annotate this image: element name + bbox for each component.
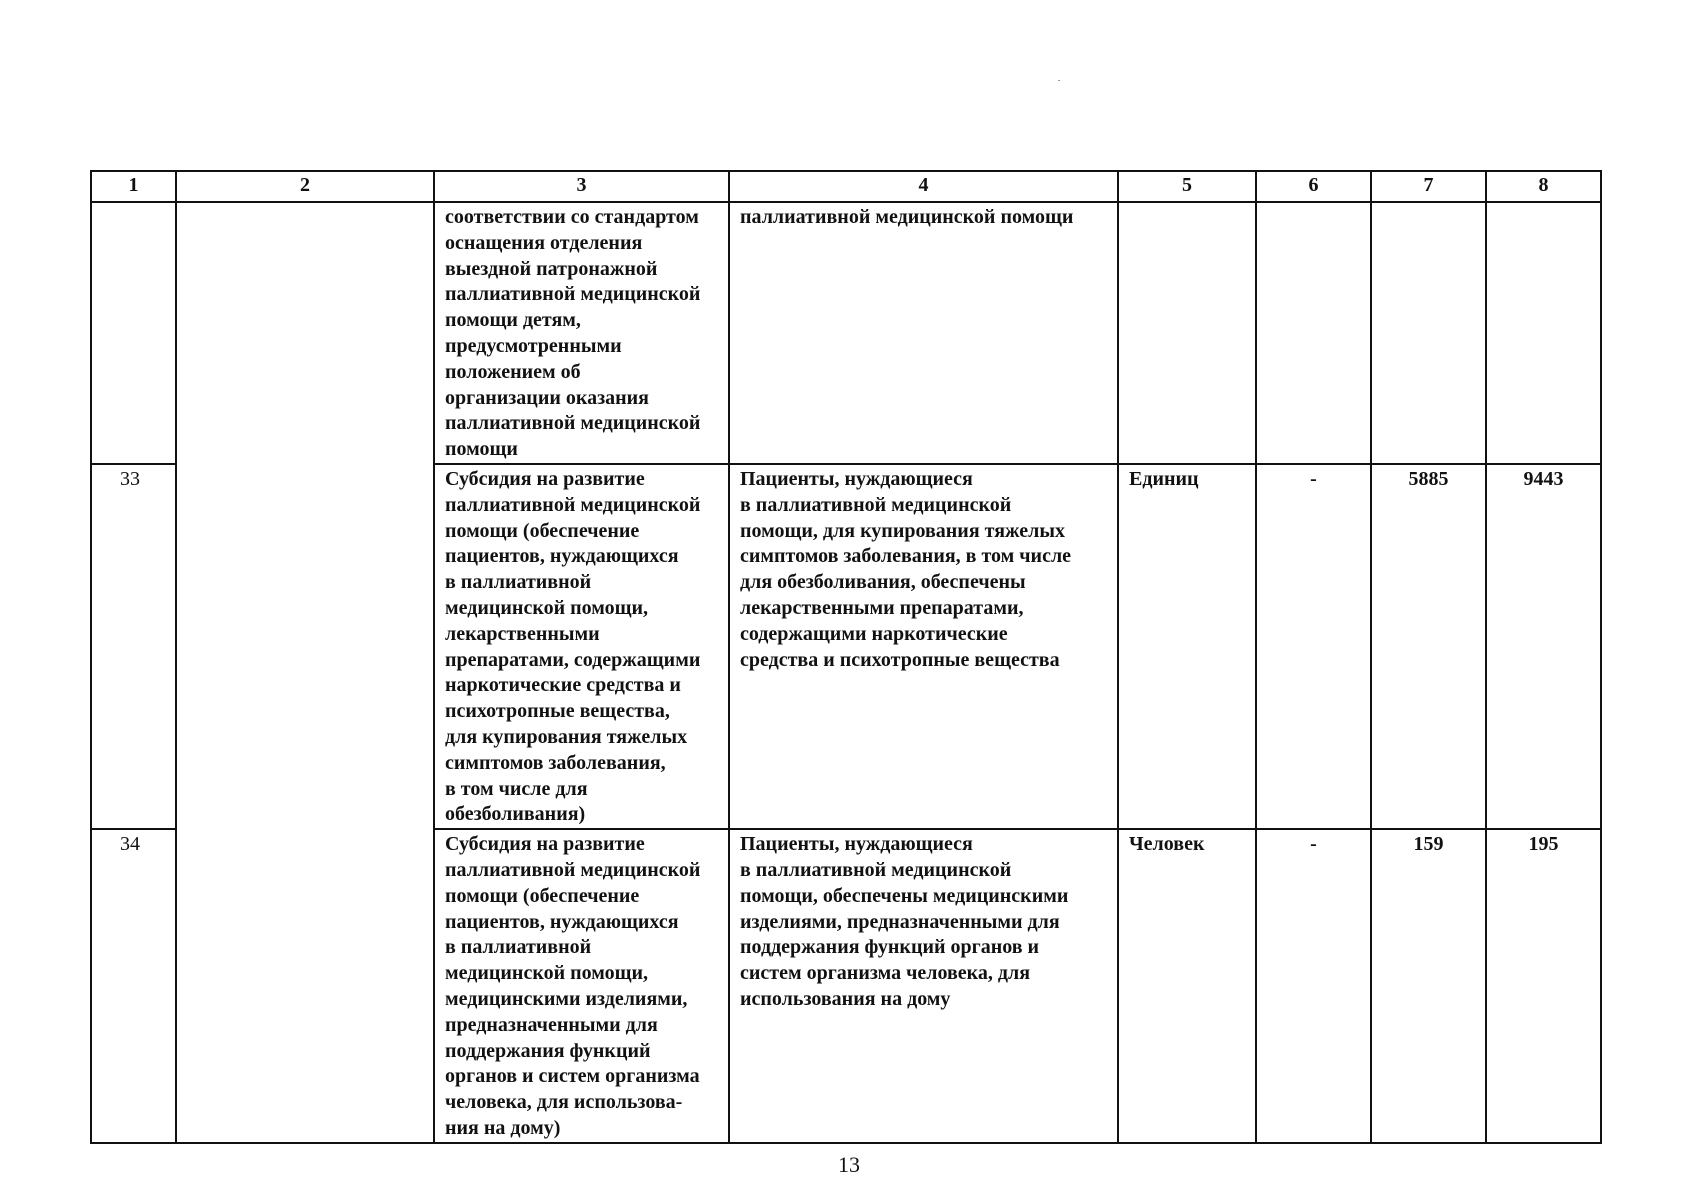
- result-description-cell: [729, 829, 1118, 1143]
- value-col7-cell: 159: [1371, 829, 1486, 1143]
- result-description: паллиативной медицинской помощи: [740, 206, 1074, 228]
- value-col6-cell: -: [1256, 464, 1371, 829]
- column-header: 1: [91, 171, 176, 202]
- table-header-row: [91, 171, 1601, 202]
- scan-speck: [1058, 80, 1060, 81]
- subsidy-description-cell: [434, 202, 729, 464]
- unit-cell: Человек: [1118, 829, 1256, 1143]
- result-description-cell: [729, 464, 1118, 829]
- row-number: 33: [91, 464, 176, 829]
- column-header: 8: [1486, 171, 1601, 202]
- value-col6-cell: -: [1256, 829, 1371, 1143]
- value-col7-cell: 5885: [1371, 464, 1486, 829]
- column-header: 2: [176, 171, 434, 202]
- result-description: Пациенты, нуждающиеся в паллиативной медицинской помощи, для купирования тяжелых симптомов заболевания, в том числе для обезболивания, обеспечены лекарственными препаратами, содержащими наркотические средства и психотропные вещества: [740, 467, 1072, 671]
- result-description: Пациенты, нуждающиеся в паллиативной медицинской помощи, обеспечены медицинскими изделиями, предназначенными для поддержания функций органов и систем организма человека, для использования на дому: [740, 833, 1069, 1010]
- result-description-cell: [729, 202, 1118, 464]
- merged-column-2-cell: [176, 202, 434, 1143]
- data-table: [90, 170, 1602, 1144]
- subsidy-description: соответствии со стандартом оснащения отделения выездной патронажной паллиативной медицинской помощи детям, предусмотренными положением об организации оказания паллиативной медицинской помощи: [445, 206, 701, 461]
- unit-cell: [1118, 202, 1256, 464]
- column-header: 5: [1118, 171, 1256, 202]
- row-number: 34: [91, 829, 176, 1143]
- value-col8-cell: [1486, 202, 1601, 464]
- subsidy-description: Субсидия на развитие паллиативной медицинской помощи (обеспечение пациентов, нуждающихся в паллиативной медицинской помощи, медицинскими изделиями, предназначенными для поддержания функций органов и систем организма человека, для использова- ния на дому): [445, 833, 701, 1139]
- column-header: 4: [729, 171, 1118, 202]
- column-header: 3: [434, 171, 729, 202]
- value-col8-cell: 9443: [1486, 464, 1601, 829]
- unit-cell: Единиц: [1118, 464, 1256, 829]
- row-number: [91, 202, 176, 464]
- page-number: 13: [838, 1152, 860, 1177]
- subsidy-description: Субсидия на развитие паллиативной медицинской помощи (обеспечение пациентов, нуждающихся в паллиативной медицинской помощи, лекарственными препаратами, содержащими наркотические средства и психотропные вещества, для купирования тяжелых симптомов заболевания, в том числе для обезболивания): [445, 467, 701, 826]
- value-col8-cell: 195: [1486, 829, 1601, 1143]
- column-header: 7: [1371, 171, 1486, 202]
- table-row: [91, 202, 1601, 464]
- subsidy-description-cell: [434, 464, 729, 829]
- value-col6-cell: [1256, 202, 1371, 464]
- subsidy-description-cell: [434, 829, 729, 1143]
- value-col7-cell: [1371, 202, 1486, 464]
- column-header: 6: [1256, 171, 1371, 202]
